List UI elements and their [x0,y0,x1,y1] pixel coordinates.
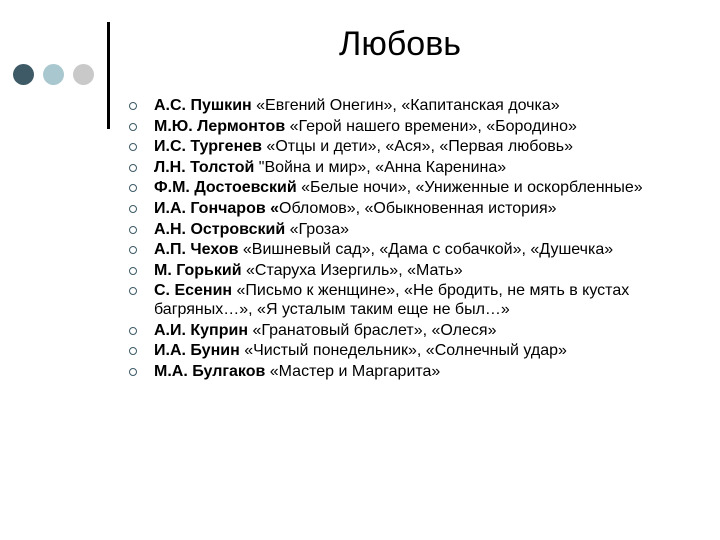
circle-bullet-icon [129,246,137,254]
author-name: И.А. Гончаров « [154,199,280,217]
author-name: А.И. Куприн [154,321,248,339]
circle-bullet-icon [129,347,137,355]
list-item [129,363,689,382]
author-name: А.С. Пушкин [154,97,252,114]
works-text: «Чистый понедельник», «Солнечный удар» [239,342,567,360]
list-item [129,282,689,319]
works-text: Обломов», «Обыкновенная история» [279,199,557,217]
circle-bullet-icon [129,226,137,234]
list-item [129,221,689,240]
author-name: А.Н. Островский [154,220,286,238]
works-text: «Гроза» [285,220,350,238]
vertical-divider [107,22,110,129]
list-item [129,179,689,198]
circle-bullet-icon [129,123,137,131]
circle-bullet-icon [129,184,137,192]
works-text: «Герой нашего времени», «Бородино» [285,117,577,135]
three-dots-decoration [13,64,103,86]
works-text: «Гранатовый браслет», «Олеся» [248,321,497,339]
author-name: М. Горький [154,261,242,279]
circle-bullet-icon [129,267,137,275]
author-name: С. Есенин [154,282,233,300]
author-name: Ф.М. Достоевский [154,179,297,197]
author-name: И.С. Тургенев [154,138,262,156]
light-blue-dot-icon [43,64,64,85]
works-text: «Белые ночи», «Униженные и оскорбленные» [296,179,643,197]
author-name: А.П. Чехов [154,241,239,259]
list-item [129,138,689,157]
list-item [129,241,689,260]
circle-bullet-icon [129,164,137,172]
circle-bullet-icon [129,102,137,110]
list-item [129,262,689,281]
circle-bullet-icon [129,368,137,376]
list-item [129,97,689,116]
author-name: М.Ю. Лермонтов [154,117,286,135]
works-text: «Отцы и дети», «Ася», «Первая любовь» [261,138,574,156]
circle-bullet-icon [129,143,137,151]
works-text: «Мастер и Маргарита» [265,362,441,380]
works-text: «Старуха Изергиль», «Мать» [241,261,463,279]
list-item [129,342,689,361]
author-name: И.А. Бунин [154,342,240,360]
works-text: "Война и мир», «Анна Каренина» [254,158,507,176]
list-item [129,322,689,341]
list-item [129,200,689,219]
dark-dot-icon [13,64,34,85]
authors-list [129,97,689,383]
circle-bullet-icon [129,205,137,213]
gray-dot-icon [73,64,94,85]
works-text: «Письмо к женщине», «Не бродить, не мять в кустах багряных…», «Я усталым таким еще не был…» [154,282,630,318]
works-text: «Евгений Онегин», «Капитанская дочка» [251,97,560,114]
circle-bullet-icon [129,327,137,335]
author-name: Л.Н. Толстой [154,158,255,176]
list-item [129,118,689,137]
slide-title: Любовь [339,25,461,63]
list-item [129,159,689,178]
author-name: М.А. Булгаков [154,362,266,380]
works-text: «Вишневый сад», «Дама с собачкой», «Душечка» [238,241,614,259]
circle-bullet-icon [129,287,137,295]
